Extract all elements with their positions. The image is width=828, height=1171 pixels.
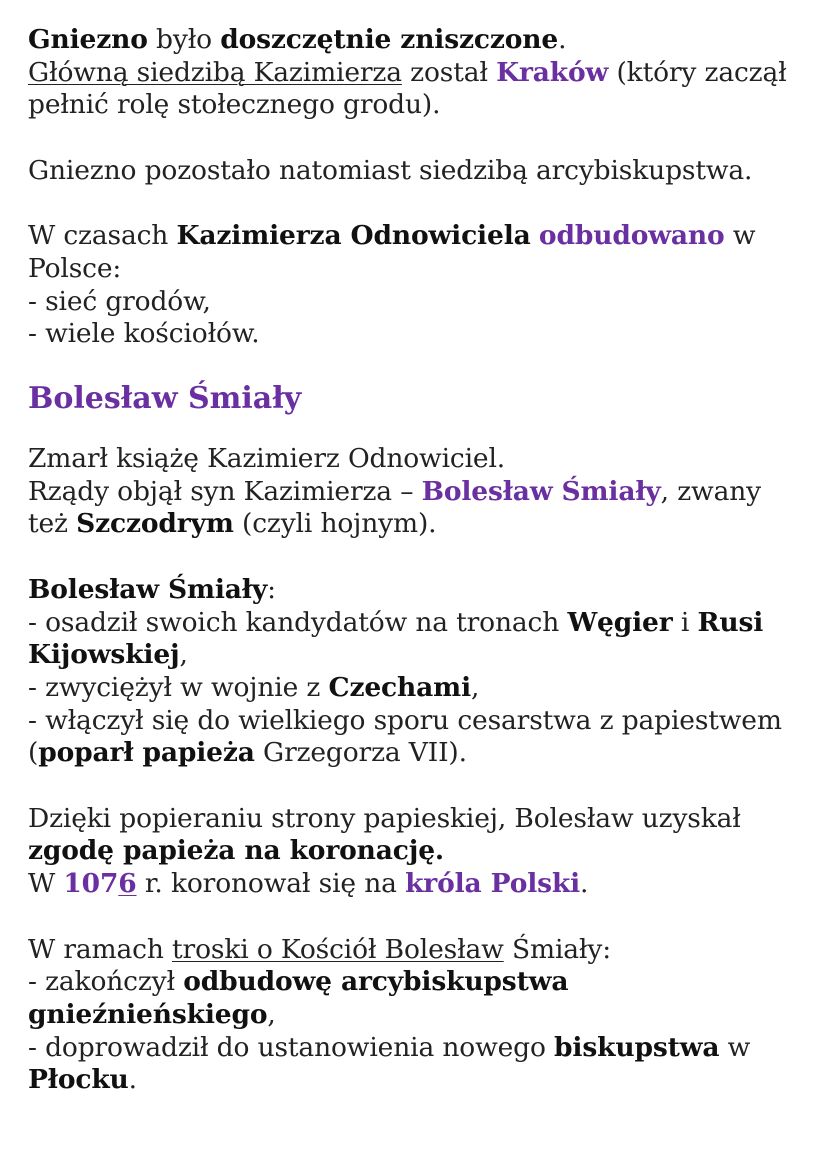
- underlined-text: Główną siedzibą Kazimierza: [28, 56, 402, 88]
- text: Śmiały:: [503, 933, 611, 965]
- bold-text: Kijowskiej: [28, 639, 180, 671]
- text: :: [267, 573, 276, 605]
- list-item: [28, 607, 808, 640]
- text: było: [147, 24, 221, 55]
- text: - doprowadził do ustanowienia nowego: [28, 1031, 555, 1063]
- text-line: [28, 737, 808, 770]
- text: - zwyciężył w wojnie z: [28, 671, 329, 703]
- bold-text: doszczętnie zniszczone: [220, 24, 559, 55]
- text-line: [28, 639, 808, 672]
- underlined-text: troski o Kościół Bolesław: [172, 933, 504, 965]
- text-line: [28, 1064, 808, 1097]
- text-line: [28, 57, 808, 90]
- bold-line: zgodę papieża na koronację.: [28, 835, 445, 867]
- text-line: [28, 999, 808, 1032]
- text-line: [28, 508, 808, 541]
- text: .: [580, 868, 589, 900]
- text-line: Gniezno pozostało natomiast siedzibą arcybiskupstwa.: [28, 154, 753, 186]
- document-page: [28, 24, 808, 1097]
- highlight-text: króla Polski: [405, 868, 581, 900]
- text: też: [28, 508, 77, 540]
- list-item: - włączył się do wielkiego sporu cesarstwa z papiestwem: [28, 704, 782, 736]
- text-line: Zmarł książę Kazimierz Odnowiciel.: [28, 443, 506, 474]
- bold-text: Płocku: [28, 1064, 129, 1096]
- text: (czyli hojnym).: [233, 508, 437, 540]
- text: W: [28, 868, 64, 900]
- highlight-text: Bolesław Śmiały: [421, 475, 661, 507]
- bold-text: Szczodrym: [76, 508, 234, 540]
- text: ,: [267, 998, 276, 1030]
- text-line: Dzięki popieraniu strony papieskiej, Bolesław uzyskał: [28, 802, 741, 834]
- bold-text: Węgier: [567, 606, 673, 638]
- bold-text: poparł papieża: [38, 737, 255, 769]
- text: został: [401, 56, 497, 88]
- highlight-text: odbudowano: [538, 220, 725, 252]
- section-heading: Bolesław Śmiały: [28, 381, 302, 416]
- text: .: [128, 1064, 137, 1096]
- text: , zwany: [660, 475, 761, 507]
- text: W ramach: [28, 933, 173, 965]
- bold-text: Kazimierza Odnowiciela: [176, 220, 531, 252]
- text: - osadził swoich kandydatów na tronach: [28, 606, 568, 638]
- bold-text: Gniezno: [28, 24, 148, 55]
- text-line: Polsce:: [28, 252, 122, 284]
- text-line: [28, 934, 808, 967]
- bold-text: gnieźnieńskiego: [28, 998, 268, 1030]
- text: ,: [179, 639, 188, 671]
- text: (który zaczął: [608, 56, 787, 88]
- text-line: [28, 476, 808, 509]
- text: (: [28, 737, 39, 769]
- text: w: [724, 220, 756, 252]
- list-item: [28, 672, 808, 705]
- text: w: [719, 1031, 751, 1063]
- list-item: [28, 966, 808, 999]
- bold-text: Rusi: [697, 606, 764, 638]
- text: Grzegorza VII).: [254, 737, 467, 769]
- text-line: [28, 220, 808, 253]
- highlight-text: Kraków: [496, 56, 609, 88]
- bold-text: Czechami: [328, 671, 471, 703]
- bold-text: Bolesław Śmiały: [28, 573, 268, 605]
- text-line: [28, 574, 808, 607]
- bold-text: odbudowę arcybiskupstwa: [183, 966, 569, 998]
- list-item: - wiele kościołów.: [28, 318, 260, 350]
- text-line: [28, 868, 808, 901]
- text: Rządy objął syn Kazimierza –: [28, 475, 422, 507]
- list-item: - sieć grodów,: [28, 285, 211, 317]
- list-item: [28, 1032, 808, 1065]
- text: W czasach: [28, 220, 177, 252]
- highlight-year: 107: [63, 868, 119, 900]
- text: i: [672, 606, 698, 638]
- text: .: [558, 24, 567, 55]
- text-line: [28, 24, 808, 57]
- text: ,: [470, 671, 480, 703]
- text: r. koronował się na: [136, 868, 406, 900]
- text: - zakończył: [28, 966, 184, 998]
- text: [531, 220, 539, 251]
- bold-text: biskupstwa: [554, 1031, 720, 1063]
- highlight-year-underlined: 6: [118, 868, 137, 900]
- text-line: pełnić rolę stołecznego grodu).: [28, 89, 441, 121]
